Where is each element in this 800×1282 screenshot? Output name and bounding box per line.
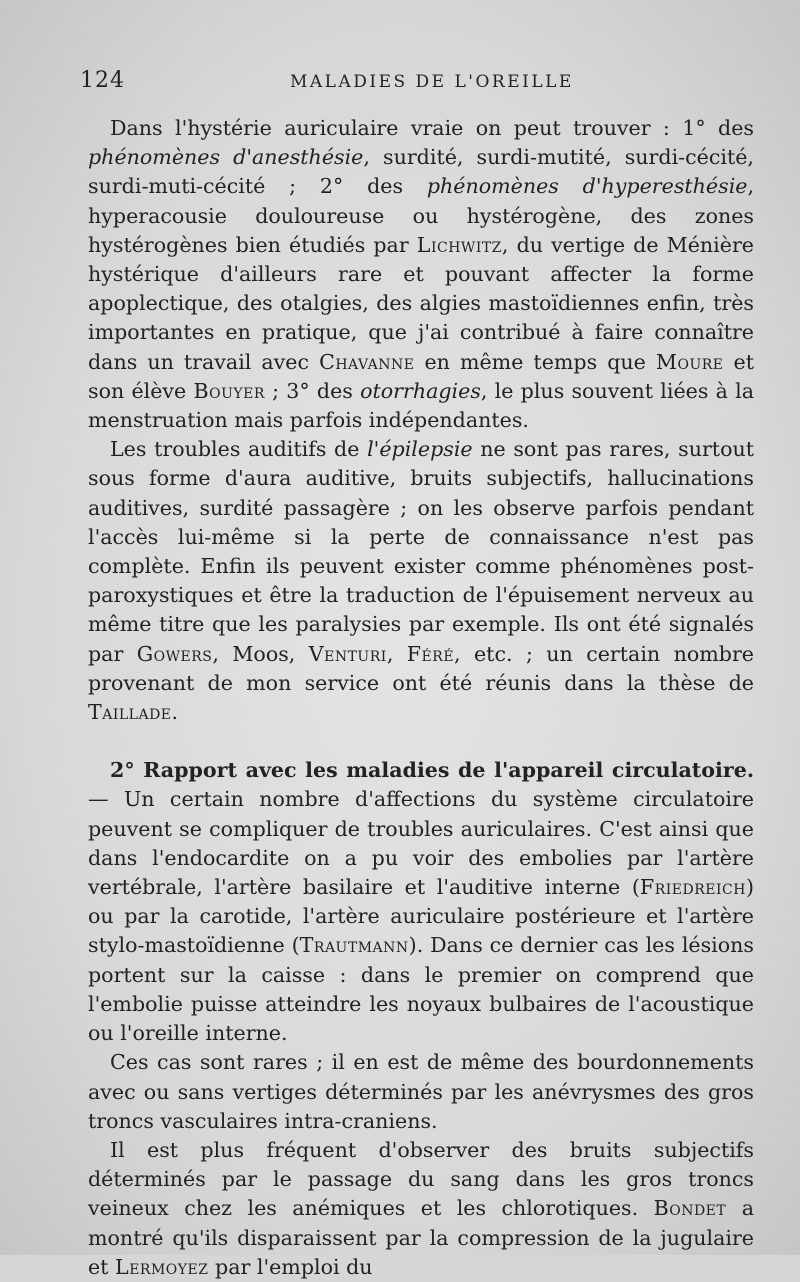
text-run: ) ou par la carotide, l'artère auriculaire postérieure et l'artère stylo-mastoïdienne ( — [88, 875, 754, 958]
text-run: par l'emploi du — [208, 1254, 373, 1279]
italic-term: phénomènes d'hyperesthésie — [426, 174, 748, 199]
italic-term: otorrhagies — [360, 378, 481, 403]
section-heading: 2° Rapport avec les maladies de l'appareil circulatoire. — [110, 758, 754, 783]
author-name: Féré — [406, 641, 455, 666]
text-run: , hyperacousie douloureuse ou hystérogène, des zones hystérogènes bien étudiés par — [88, 174, 755, 257]
author-name: Lichwitz — [416, 232, 502, 257]
text-run: , surdité, surdi-mutité, surdi-cécité, surdi-muti-cécité ; 2° des — [88, 145, 754, 199]
text-run: ; 3° des — [264, 378, 361, 403]
author-name: Gowers — [136, 641, 213, 666]
page-header — [80, 68, 760, 100]
text-run: , le plus souvent liées à la menstruation mais parfois indépendantes. — [88, 378, 754, 433]
text-run: Les troubles auditifs de — [110, 437, 368, 462]
text-run: Il est plus fréquent d'observer des bruits subjectifs déterminés par le passage du sang dans les gros troncs veineux chez les anémiques et les chlorotiques. — [88, 1137, 754, 1221]
italic-term: l'épilepsie — [367, 437, 473, 462]
paragraph-venous-sounds — [88, 1136, 754, 1282]
author-name: Trautmann — [299, 933, 409, 958]
paragraph-hysteria — [88, 114, 754, 435]
text-run: , du vertige de Ménière hystérique d'ailleurs rare et pouvant affecter la forme apoplectique, des otalgies, des algies mastoïdiennes enfin, très importantes en pratique, que j'ai contribué à faire connaître dans un travail avec — [88, 232, 754, 374]
text-run: . — [171, 700, 179, 725]
author-name: Friedreich — [639, 875, 746, 900]
text-run: , etc. ; un certain nombre provenant de mon service ont été réunis dans la thèse de — [88, 641, 754, 695]
author-name: Taillade — [88, 700, 172, 725]
text-run: Dans l'hystérie auriculaire vraie on peut trouver : 1° des — [110, 116, 754, 140]
text-run: — Un certain nombre d'affections du système circulatoire peuvent se compliquer de troubles auriculaires. C'est ainsi que dans l'endocardite on a pu voir des embolies par l'artère vertébrale, l'artère basilaire et l'auditive interne ( — [88, 787, 754, 900]
text-run: , — [386, 641, 407, 666]
author-name: Venturi — [308, 641, 387, 666]
text-run: ne sont pas rares, surtout sous forme d'aura auditive, bruits subjectifs, hallucinations auditives, surdité passagère ; on les observe parfois pendant l'accès lui-même si la perte de connaissance n'est pas complète. Enfin ils peuvent exister comme phénomènes post-paroxystiques et être la traduction de l'épuisement nerveux au même titre que les paralysies par exemple. Ils ont été signalés par — [88, 437, 755, 666]
text-run: Ces cas sont rares ; il en est de même des bourdonnements avec ou sans vertiges déterminés par les anévrysmes des gros troncs vasculaires intra-craniens. — [88, 1050, 754, 1133]
running-title: MALADIES DE L'OREILLE — [290, 72, 574, 92]
author-name: Bondet — [653, 1196, 727, 1221]
text-run: ). Dans ce dernier cas les lésions portent sur la caisse : dans le premier on comprend que l'embolie puisse atteindre les noyaux bulbaires de l'acoustique ou l'oreille interne. — [88, 933, 754, 1046]
author-name: Chavanne — [319, 349, 415, 374]
page-number: 124 — [80, 68, 125, 93]
author-name: Lermoyez — [115, 1254, 209, 1279]
paragraph-circulatory — [88, 756, 754, 1048]
author-name: Bouyer — [193, 378, 265, 403]
author-name: Moure — [655, 349, 724, 374]
text-run: et son élève — [88, 349, 754, 403]
paragraph-aneurysms — [88, 1048, 754, 1136]
paragraph-epilepsy — [88, 435, 754, 727]
page-body — [88, 114, 754, 1282]
text-run: a montré qu'ils disparaissent par la compression de la jugulaire et — [88, 1196, 754, 1279]
text-run: , Moos, — [212, 641, 309, 666]
italic-term: phénomènes d'anesthésie — [88, 145, 364, 170]
text-run: en même temps que — [414, 349, 656, 374]
